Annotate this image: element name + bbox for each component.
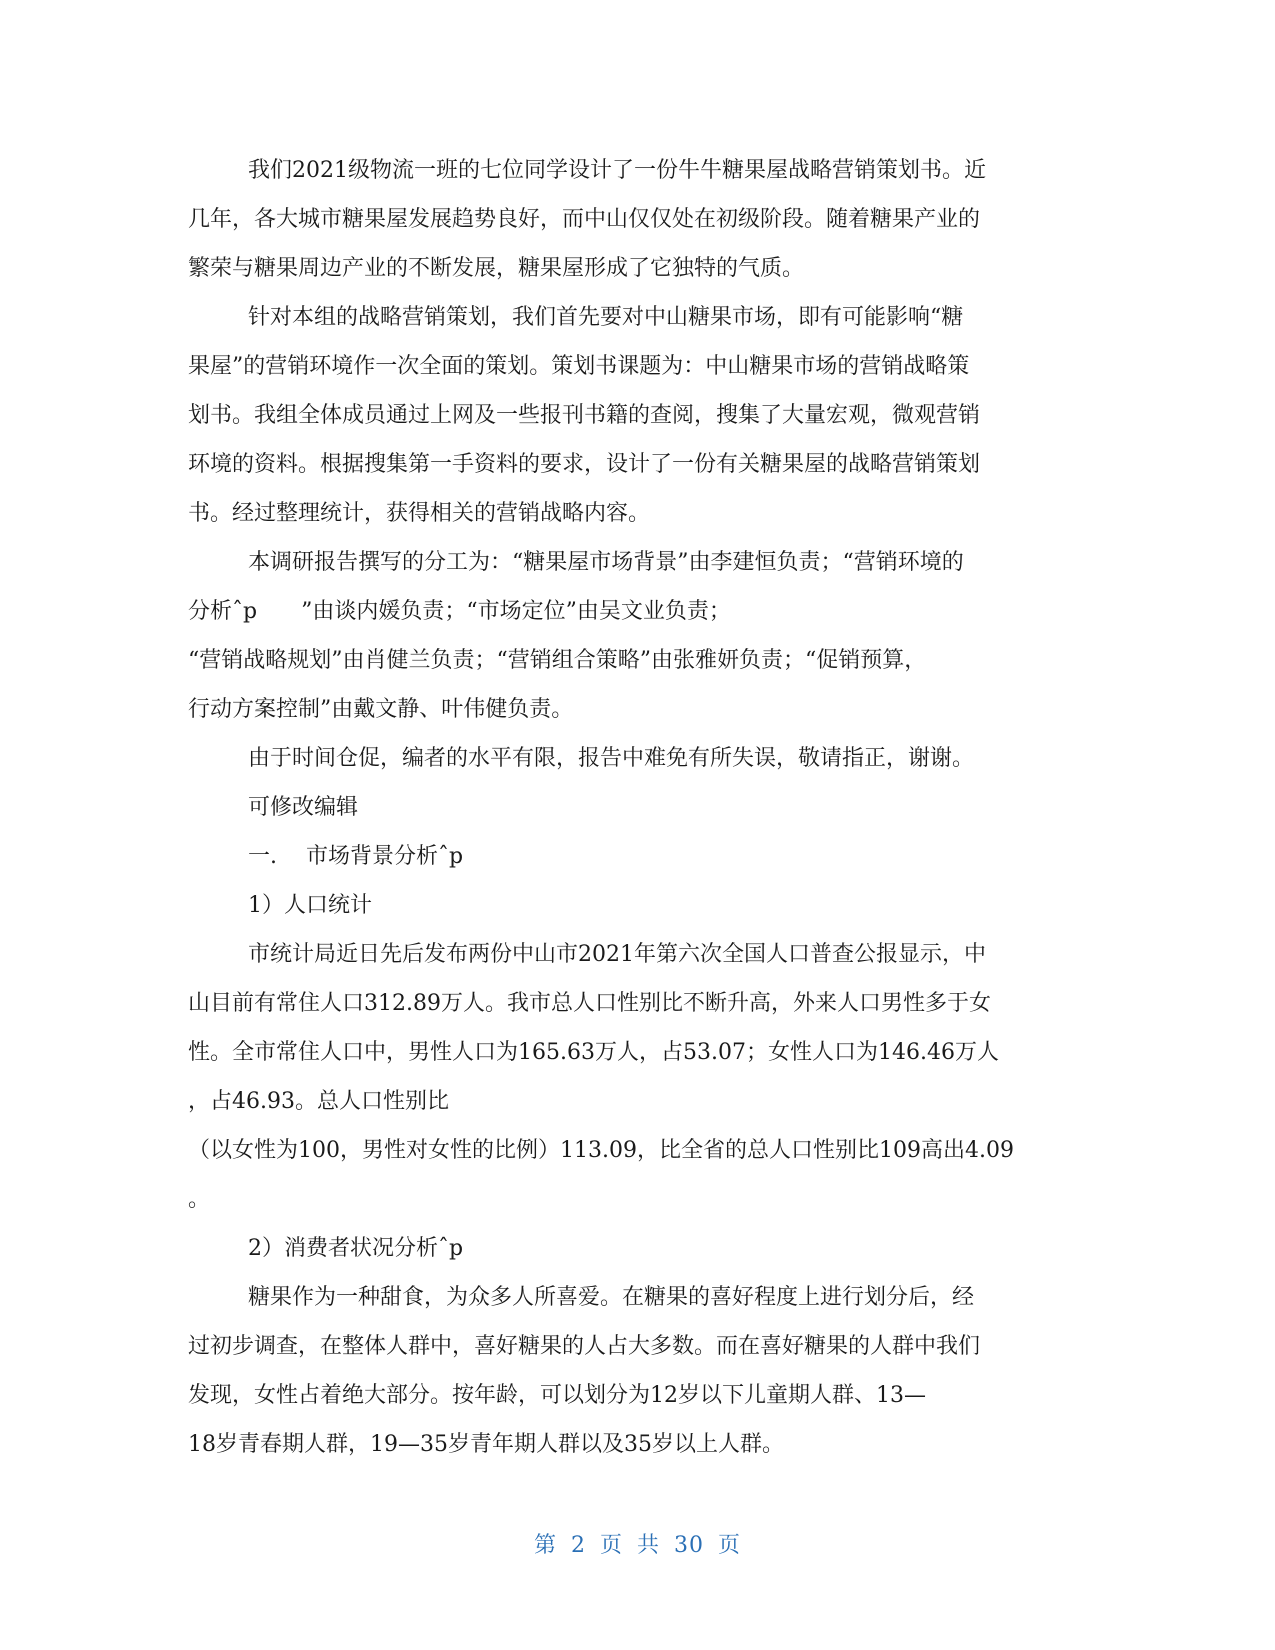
paragraph-line: ，占46.93。总人口性别比 [188,1089,449,1114]
paragraph-line: 果屋”的营销环境作一次全面的策划。策划书课题为：中山糖果市场的营销战略策 [188,354,970,379]
paragraph-line: 性。全市常住人口中，男性人口为165.63万人，占53.07；女性人口为146.46万人 [188,1040,999,1065]
page-number-footer: 第 2 页 共 30 页 [534,1533,741,1558]
paragraph-line: 本调研报告撰写的分工为：“糖果屋市场背景”由李建恒负责；“营销环境的 [248,550,964,575]
paragraph-line: 环境的资料。根据搜集第一手资料的要求，设计了一份有关糖果屋的战略营销策划 [188,452,981,477]
paragraph-line: 山目前有常住人口312.89万人。我市总人口性别比不断升高，外来人口男性多于女 [188,991,991,1016]
paragraph-line: 繁荣与糖果周边产业的不断发展，糖果屋形成了它独特的气质。 [188,256,805,281]
paragraph-line: 过初步调查，在整体人群中，喜好糖果的人占大多数。而在喜好糖果的人群中我们 [188,1334,981,1359]
subsection-heading: 1）人口统计 [248,893,372,918]
paragraph-line: 我们2021级物流一班的七位同学设计了一份牛牛糖果屋战略营销策划书。近 [248,158,986,183]
paragraph-line: 划书。我组全体成员通过上网及一些报刊书籍的查阅，搜集了大量宏观，微观营销 [188,403,981,428]
paragraph-line: 分析ˆp ”由谈内媛负责；“市场定位”由吴文业负责； [188,599,731,624]
editable-note: 可修改编辑 [248,795,359,820]
subsection-heading: 2）消费者状况分析ˆp [248,1236,464,1261]
paragraph-line: 市统计局近日先后发布两份中山市2021年第六次全国人口普查公报显示，中 [248,942,986,967]
paragraph-line: 糖果作为一种甜食，为众多人所喜爱。在糖果的喜好程度上进行划分后，经 [248,1285,975,1310]
paragraph-line: 由于时间仓促，编者的水平有限，报告中难免有所失误，敬请指正，谢谢。 [248,746,975,771]
section-heading: 一. 市场背景分析ˆp [248,844,464,869]
document-body [188,146,1088,1469]
paragraph-line: 18岁青春期人群，19—35岁青年期人群以及35岁以上人群。 [188,1432,784,1457]
paragraph-line: 。 [188,1187,211,1212]
paragraph-line: 发现，女性占着绝大部分。按年龄，可以划分为12岁以下儿童期人群、13— [188,1383,926,1408]
paragraph-line: 行动方案控制”由戴文静、叶伟健负责。 [188,697,574,722]
paragraph-line: “营销战略规划”由肖健兰负责；“营销组合策略”由张雅妍负责；“促销预算， [188,648,927,673]
paragraph-line: 几年，各大城市糖果屋发展趋势良好，而中山仅仅处在初级阶段。随着糖果产业的 [188,207,981,232]
paragraph-line: 书。经过整理统计，获得相关的营销战略内容。 [188,501,651,526]
paragraph-line: 针对本组的战略营销策划，我们首先要对中山糖果市场，即有可能影响“糖 [248,305,964,330]
paragraph-line: （以女性为100，男性对女性的比例）113.09，比全省的总人口性别比109高出4.09 [188,1138,1014,1163]
